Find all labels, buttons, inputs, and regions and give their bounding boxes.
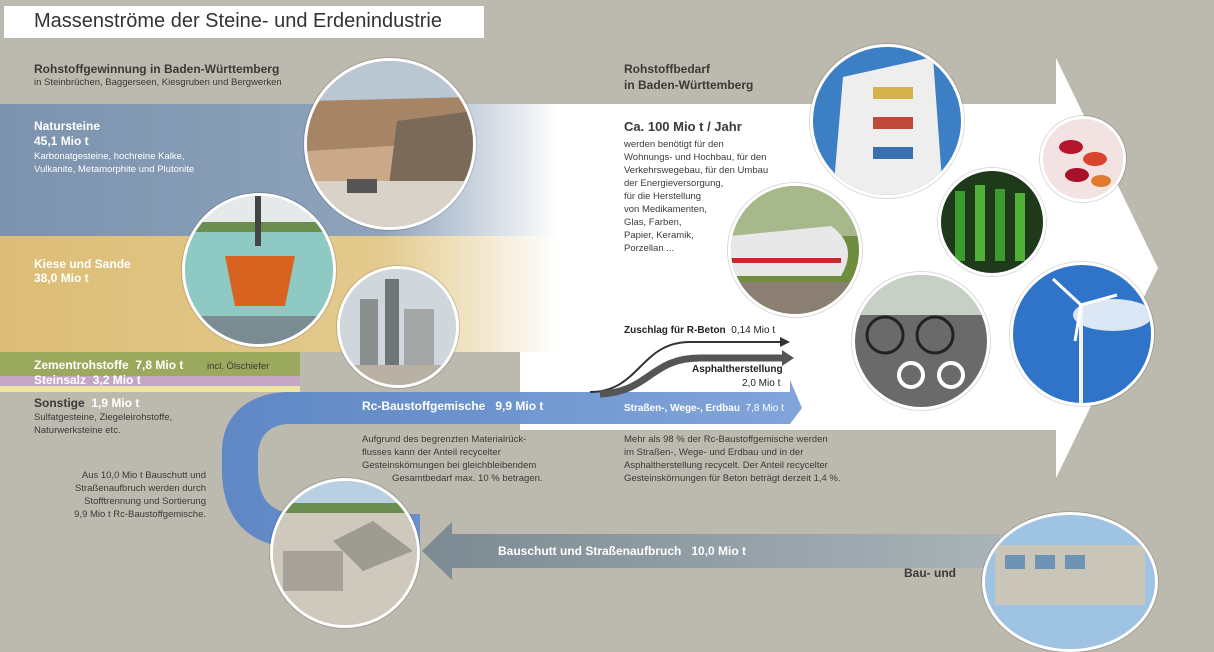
bedarf-line: Glas, Farben, (624, 217, 682, 228)
bedarf-line: Wohnungs- und Hochbau, für den (624, 152, 767, 163)
quarry-icon (307, 61, 473, 227)
rc-label: Rc-Baustoffgemische 9,9 Mio t (362, 399, 544, 413)
gravel-photo (182, 193, 336, 347)
gewinnung-heading: Rohstoffgewinnung in Baden-Württemberg (34, 62, 280, 76)
sonstige-label: Sonstige 1,9 Mio t (34, 396, 140, 410)
bicycle-icon (855, 275, 987, 407)
sonstige-desc2: Naturwerksteine etc. (34, 425, 121, 436)
rc-left-line: Straßenaufbruch werden durch (75, 483, 206, 494)
excavator-icon (185, 196, 333, 344)
branch-text-line: Mehr als 98 % der Rc-Baustoffgemische werden (624, 434, 828, 445)
quarry-photo (304, 58, 476, 230)
glass-photo (938, 168, 1046, 276)
steinsalz-label: Steinsalz 3,2 Mio t (34, 373, 141, 387)
bikelane-photo (852, 272, 990, 410)
rc-left-line: 9,9 Mio t Rc-Baustoffgemische. (74, 509, 206, 520)
rc-text (362, 433, 562, 485)
natursteine-desc1: Karbonatgesteine, hochreine Kalke, (34, 151, 185, 162)
page-title: Massenströme der Steine- und Erdenindustrie (34, 10, 442, 32)
bottle-icon (941, 171, 1043, 273)
zuschlag-label: Zuschlag für R-Beton 0,14 Mio t (624, 325, 776, 336)
rc-left-line: Stofftrennung und Sortierung (84, 496, 206, 507)
bedarf-line: Porzellan ... (624, 243, 675, 254)
branch-text (624, 433, 884, 485)
bedarf-line: der Energieversorgung, (624, 178, 724, 189)
construction-icon (985, 515, 1155, 649)
bau-label: Bau- und (904, 566, 956, 580)
kiese-label: Kiese und Sande (34, 257, 131, 271)
branch-text-line: Asphaltherstellung recycelt. Der Anteil recycelter (624, 460, 828, 471)
rc-text-line: Gesamtbedarf max. 10 % betragen. (392, 473, 543, 484)
bedarf-line: Papier, Keramik, (624, 230, 694, 241)
natursteine-label: Natursteine (34, 119, 101, 133)
strasse-label: Straßen-, Wege-, Erdbau 7,8 Mio t (624, 403, 784, 414)
bedarf-heading2: in Baden-Württemberg (624, 78, 754, 92)
bedarf-line: werden benötigt für den (624, 139, 724, 150)
branch-text-line: Gesteinskörnungen für Beton beträgt derzeit 1,4 %. (624, 473, 841, 484)
rc-left-line: Aus 10,0 Mio t Bauschutt und (81, 470, 206, 481)
construction-photo (982, 512, 1158, 652)
bedarf-line: für die Herstellung (624, 191, 702, 202)
rc-text-line: Aufgrund des begrenzten Materialrück- (362, 434, 527, 445)
rc-left-text (40, 469, 206, 521)
natursteine-value: 45,1 Mio t (34, 134, 89, 148)
factory-icon (340, 269, 456, 385)
windturbine-photo (1010, 262, 1154, 406)
sonstige-desc1: Sulfatgesteine, Ziegeleirohstoffe, (34, 412, 173, 423)
asphalt-label: Asphaltherstellung (692, 364, 783, 375)
windturbine-icon (1013, 265, 1151, 403)
capsule-icon (1043, 119, 1123, 199)
branch-text-line: im Straßen-, Wege- und Erdbau und in der (624, 447, 804, 458)
bedarf-amount: Ca. 100 Mio t / Jahr (624, 119, 742, 134)
rc-text-line: flusses kann der Anteil recycelter (362, 447, 501, 458)
train-icon (731, 186, 859, 314)
natursteine-desc2: Vulkanite, Metamorphite und Plutonite (34, 164, 195, 175)
train-photo (728, 183, 862, 317)
recycling-photo (270, 478, 420, 628)
medicine-photo (1040, 116, 1126, 202)
kiese-value: 38,0 Mio t (34, 271, 89, 285)
rc-text-line: Gesteinskörnungen bei gleichbleibendem (362, 460, 537, 471)
bedarf-line: Verkehrswegebau, für den Umbau (624, 165, 769, 176)
asphalt-value: 2,0 Mio t (742, 378, 781, 389)
bedarf-line: von Medikamenten, (624, 204, 707, 215)
zement-note: incl. Ölschiefer (207, 361, 270, 372)
zement-label: Zementrohstoffe 7,8 Mio t (34, 358, 184, 372)
building-icon (813, 47, 961, 195)
gewinnung-sub: in Steinbrüchen, Baggerseen, Kiesgruben und Bergwerken (34, 77, 282, 88)
building-photo (810, 44, 964, 198)
cement-plant-photo (337, 266, 459, 388)
recycling-site-icon (273, 481, 417, 625)
bedarf-heading1: Rohstoffbedarf (624, 62, 710, 76)
bauschutt-label: Bauschutt und Straßenaufbruch 10,0 Mio t (498, 544, 747, 558)
